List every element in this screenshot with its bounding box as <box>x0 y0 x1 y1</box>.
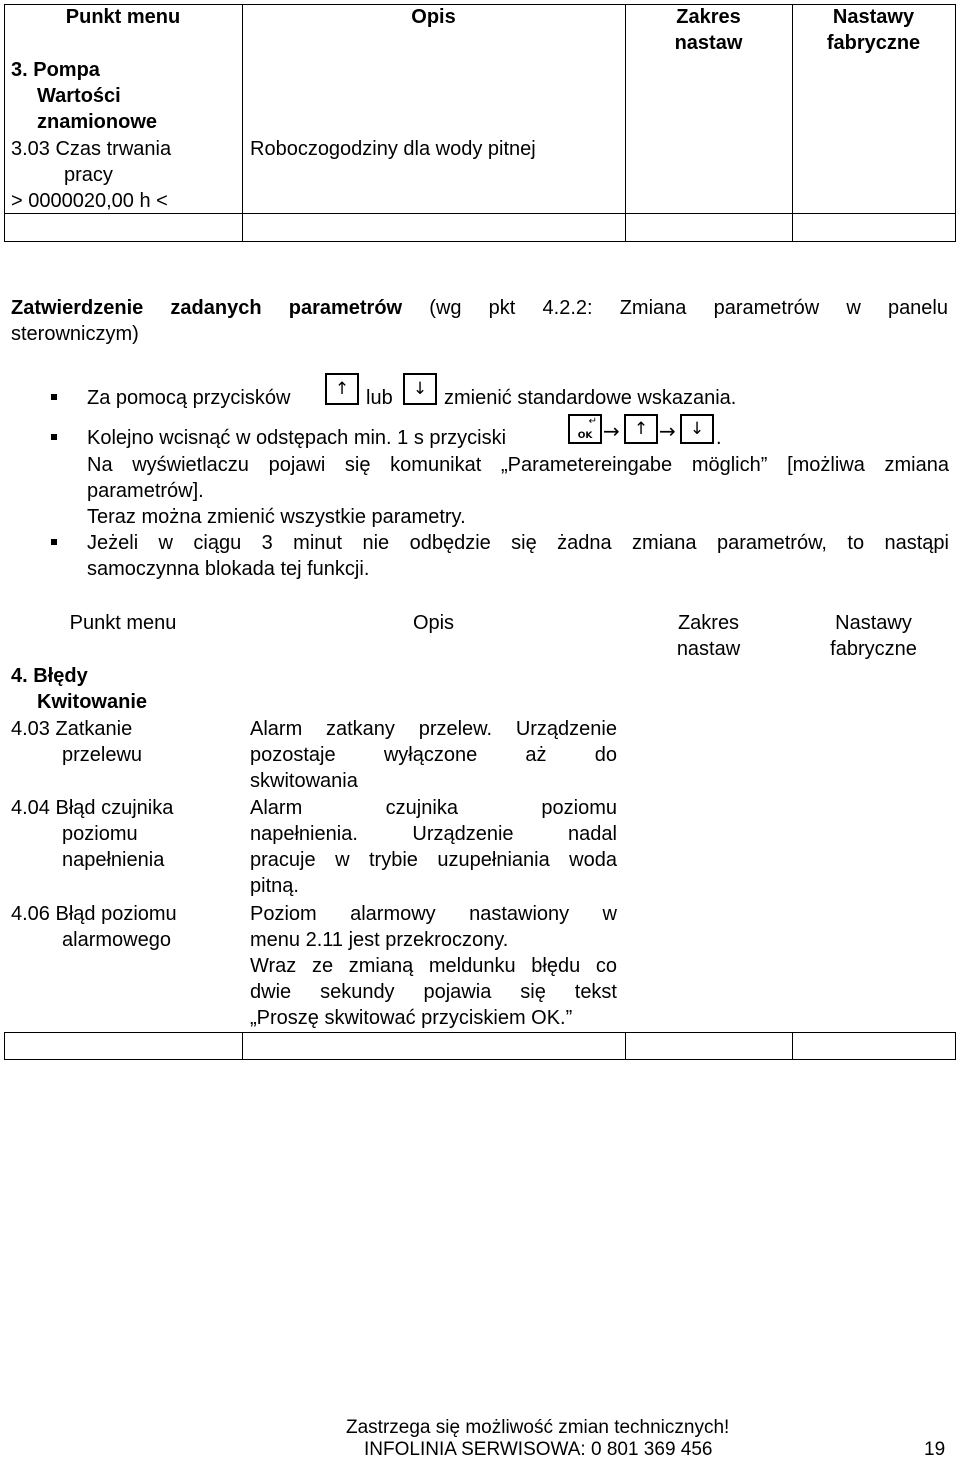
menu-item-label: 4.04 Błąd czujnika <box>11 797 174 819</box>
header-zakres-line1: Zakres <box>676 6 741 28</box>
menu-item-label: 3.03 Czas trwania <box>11 138 172 160</box>
menu-item-label-cont: alarmowego <box>62 929 171 951</box>
header-opis: Opis <box>412 612 455 634</box>
header-nastawy-line1: Nastawy <box>835 612 912 634</box>
desc-line: pracuje w trybie uzupełniania woda <box>250 849 617 871</box>
table-row-menu <box>11 716 142 768</box>
section-title <box>11 57 157 135</box>
header-nastawy-line2: fabryczne <box>830 638 917 660</box>
confirm-heading-rest: (wg pkt 4.2.2: Zmiana parametrów w panelu <box>429 297 948 319</box>
table-column-divider <box>242 4 243 242</box>
bullet-2-line4: Teraz można zmienić wszystkie parametry. <box>87 506 466 528</box>
bullet-icon <box>51 434 57 440</box>
desc-line: „Proszę skwitować przyciskiem OK.” <box>250 1007 573 1029</box>
page-number: 19 <box>924 1439 946 1460</box>
arrow-down-key-icon: ↓ <box>403 373 437 405</box>
table-border <box>4 1059 956 1060</box>
arrow-down-key-icon: ↓ <box>680 414 714 444</box>
bullet-2-pre: Kolejno wcisnąć w odstępach min. 1 s przyciski <box>87 427 507 449</box>
header-zakres-line2: nastaw <box>676 638 741 660</box>
confirm-heading-bold: Zatwierdzenie zadanych parametrów <box>11 297 403 319</box>
menu-item-value: > 0000020,00 h < <box>11 190 168 212</box>
arrow-up-key-icon: ↑ <box>325 373 359 405</box>
desc-line: menu 2.11 jest przekroczony. <box>250 929 509 951</box>
table-column-divider <box>625 1032 626 1060</box>
header-opis: Opis <box>411 6 456 28</box>
desc-line: pozostaje wyłączone aż do <box>250 744 617 766</box>
header-punkt-menu: Punkt menu <box>69 612 177 634</box>
header-zakres <box>625 4 792 56</box>
right-arrow-icon: → <box>603 419 620 443</box>
section-title <box>11 663 147 715</box>
header-zakres-line2: nastaw <box>674 32 743 54</box>
menu-item-label-cont: poziomu <box>62 823 138 845</box>
table-row-menu <box>11 795 173 873</box>
bullet-2-line3: parametrów]. <box>87 480 204 502</box>
desc-line: Alarm zatkany przelew. Urządzenie <box>250 718 617 740</box>
desc-line: dwie sekundy pojawia się tekst <box>250 981 617 1003</box>
table-border <box>4 1032 5 1060</box>
bullet-3-line2: samoczynna blokada tej funkcji. <box>87 558 370 580</box>
table-row-menu <box>11 901 177 953</box>
footer-notice: Zastrzega się możliwość zmian technicznych! <box>346 1417 730 1438</box>
confirm-heading-cont: sterowniczym) <box>11 323 139 345</box>
desc-line: skwitowania <box>250 770 358 792</box>
confirm-heading <box>11 295 948 321</box>
header-nastawy <box>792 4 955 56</box>
menu-item-label: 4.06 Błąd poziomu <box>11 903 177 925</box>
desc-line: Poziom alarmowy nastawiony w <box>250 903 617 925</box>
header-nastawy-line2: fabryczne <box>826 32 921 54</box>
menu-item-label: 4.03 Zatkanie <box>11 718 133 740</box>
footer-hotline: INFOLINIA SERWISOWA: 0 801 369 456 <box>364 1439 713 1460</box>
table-row-desc: Roboczogodziny dla wody pitnej <box>250 138 536 160</box>
table-border <box>4 241 956 242</box>
header-zakres-line1: Zakres <box>677 612 740 634</box>
bullet-1-pre: Za pomocą przycisków <box>87 387 291 409</box>
section-title-line2: Wartości <box>37 85 121 107</box>
desc-line: Alarm czujnika poziomu <box>250 797 617 819</box>
header-nastawy <box>792 610 955 662</box>
table-column-divider <box>242 1032 243 1060</box>
table-border <box>955 4 956 242</box>
table-row-desc <box>250 716 617 794</box>
section-title-line1: 3. Pompa <box>11 59 100 81</box>
bullet-1-mid: lub <box>366 387 393 409</box>
table-row-desc <box>250 901 617 1031</box>
ok-key-label: OK <box>577 431 593 441</box>
ok-key-icon: ↵ OK <box>568 414 602 444</box>
bullet-1-post: zmienić standardowe wskazania. <box>444 387 737 409</box>
table-row-desc <box>250 795 617 899</box>
menu-item-label-cont: napełnienia <box>62 849 165 871</box>
table-row-menu <box>11 136 239 214</box>
bullet-3-line1: Jeżeli w ciągu 3 minut nie odbędzie się żadna zmiana parametrów, to nastąpi <box>87 532 949 554</box>
bullet-2-line2: Na wyświetlaczu pojawi się komunikat „Parametereingabe möglich” [możliwa zmiana <box>87 454 949 476</box>
header-zakres <box>625 610 792 662</box>
bullet-icon <box>51 394 57 400</box>
table-border <box>4 4 5 242</box>
arrow-up-key-icon: ↑ <box>624 414 658 444</box>
desc-line: pitną. <box>250 875 299 897</box>
header-nastawy-line1: Nastawy <box>832 6 915 28</box>
desc-line: napełnienia. Urządzenie nadal <box>250 823 617 845</box>
header-punkt-menu: Punkt menu <box>65 6 181 28</box>
section-title-line1: 4. Błędy <box>11 665 88 687</box>
section-title-line2: Kwitowanie <box>37 691 148 713</box>
bullet-2-post: . <box>716 427 722 449</box>
table-row-divider <box>4 1032 956 1033</box>
table-border <box>955 1032 956 1060</box>
section-title-line3: znamionowe <box>37 111 158 133</box>
table-column-divider <box>792 1032 793 1060</box>
right-arrow-icon: → <box>659 419 676 443</box>
desc-line: Wraz ze zmianą meldunku błędu co <box>250 955 617 977</box>
bullet-icon <box>51 539 57 545</box>
menu-item-label-cont: przelewu <box>62 744 143 766</box>
menu-item-label-cont: pracy <box>64 164 113 186</box>
